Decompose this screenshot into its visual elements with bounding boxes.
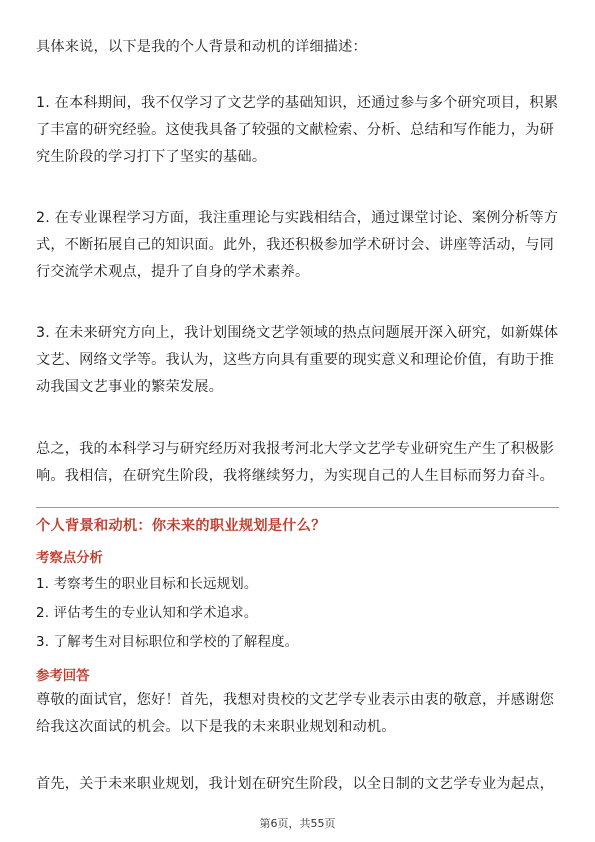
- question-heading: 个人背景和动机：你未来的职业规划是什么？: [36, 518, 326, 534]
- paragraph-2: 2. 在专业课程学习方面，我注重理论与实践相结合，通过课堂讨论、案例分析等方式，不断拓展自己的知识面。此外，我还积极参加学术研讨会、讲座等活动，与同行交流学术观点，提升了自身的学术素养。: [36, 210, 559, 280]
- intro-paragraph: 具体来说，以下是我的个人背景和动机的详细描述：: [36, 39, 367, 55]
- analysis-title: 考察点分析: [36, 551, 103, 566]
- paragraph-1: 1. 在本科期间，我不仅学习了文艺学的基础知识，还通过参与多个研究项目，积累了丰富的研究经验。这使我具备了较强的文献检索、分析、总结和写作能力，为研究生阶段的学习打下了坚实的基础。: [36, 95, 559, 165]
- analysis-item: 2. 评估考生的专业认知和学术追求。: [36, 606, 258, 621]
- paragraph-3: 3. 在未来研究方向上，我计划围绕文艺学领域的热点问题展开深入研究，如新媒体文艺、网络文学等。我认为，这些方向具有重要的现实意义和理论价值，有助于推动我国文艺事业的繁荣发展。: [36, 325, 559, 395]
- analysis-item: 3. 了解考生对目标职位和学校的了解程度。: [36, 635, 299, 650]
- paragraph-4: 总之，我的本科学习与研究经历对我报考河北大学文艺学专业研究生产生了积极影响。我相信，在研究生阶段，我将继续努力，为实现自己的人生目标而努力奋斗。: [36, 441, 554, 484]
- answer-paragraph-1: 尊敬的面试官，您好！首先，我想对贵校的文艺学专业表示由衷的敬意，并感谢您给我这次面试的机会。以下是我的未来职业规划和动机。: [36, 692, 554, 735]
- page-footer: 第6页，共55页: [259, 817, 336, 830]
- section-divider: [36, 507, 559, 508]
- analysis-item: 1. 考察考生的职业目标和长远规划。: [36, 577, 258, 592]
- answer-title: 参考回答: [36, 669, 90, 684]
- answer-paragraph-2: 首先，关于未来职业规划，我计划在研究生阶段，以全日制的文艺学专业为起点，: [36, 776, 554, 792]
